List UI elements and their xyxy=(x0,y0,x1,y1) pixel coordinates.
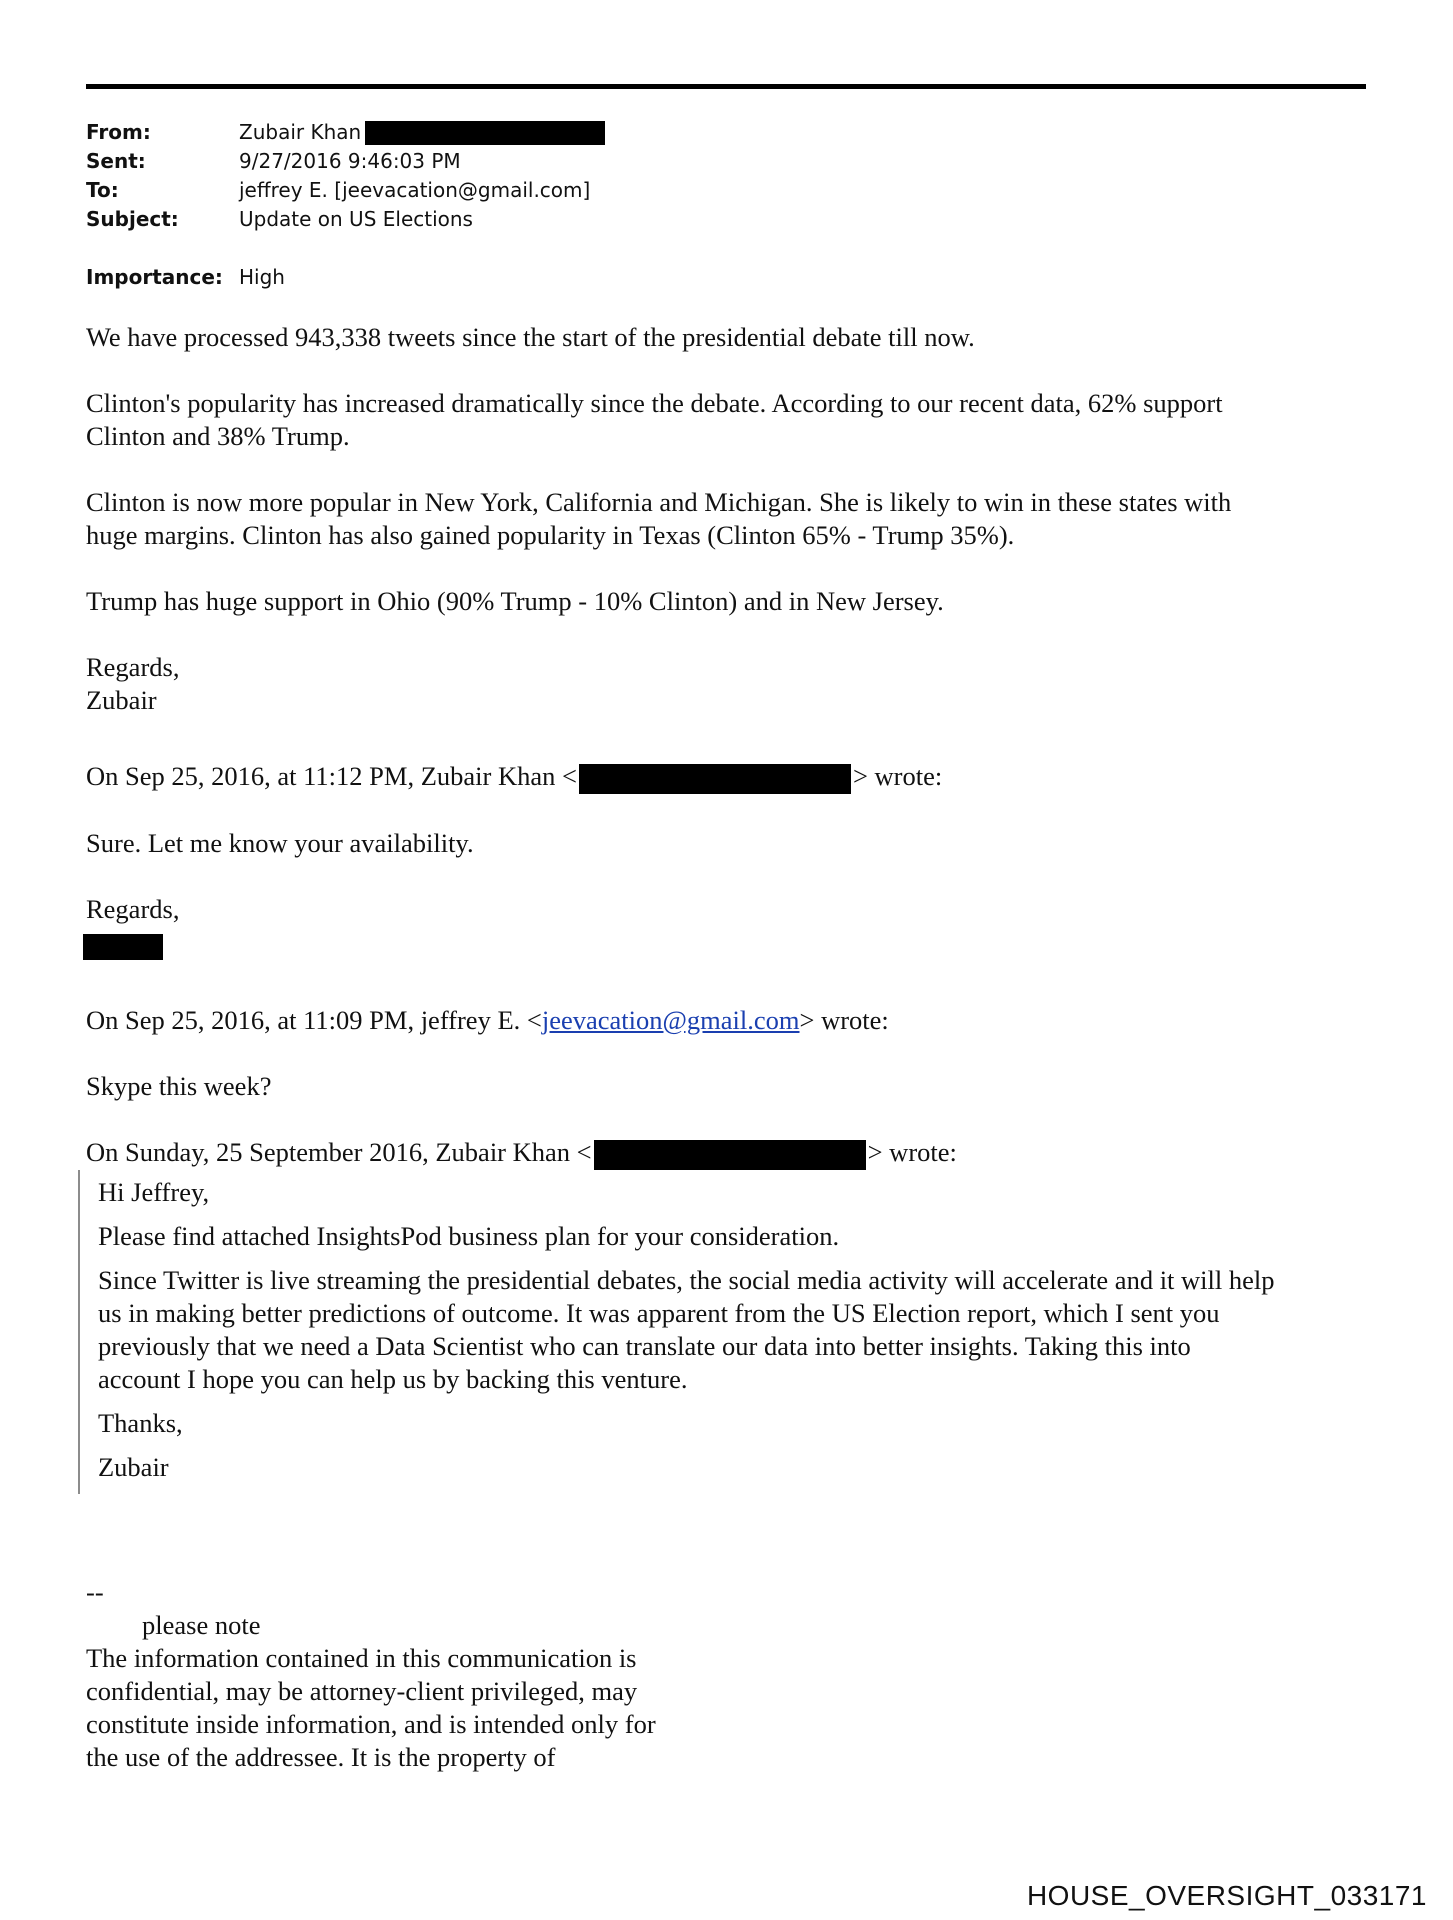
quote-line: account I hope you can help us by backing this venture. xyxy=(98,1363,688,1394)
signature: Zubair xyxy=(86,685,157,715)
message-line: Clinton and 38% Trump. xyxy=(86,421,350,451)
redaction-box xyxy=(579,764,851,794)
reply-attribution xyxy=(86,760,1376,794)
importance-label: Importance: xyxy=(86,265,223,289)
email-header xyxy=(86,118,605,292)
quote-line: us in making better predictions of outcome. It was apparent from the US Election report, which I sent you xyxy=(98,1297,1220,1328)
message-paragraph: Trump has huge support in Ohio (90% Trump - 10% Clinton) and in New Jersey. xyxy=(86,586,944,616)
subject-label: Subject: xyxy=(86,207,179,231)
subject-value: Update on US Elections xyxy=(239,207,473,231)
from-value: Zubair Khan xyxy=(239,120,362,144)
email-body xyxy=(86,321,1376,1774)
message-paragraph: We have processed 943,338 tweets since the start of the presidential debate till now. xyxy=(86,322,975,352)
redaction-box xyxy=(594,1140,866,1170)
sent-value: 9/27/2016 9:46:03 PM xyxy=(239,149,461,173)
attribution-suffix: > wrote: xyxy=(867,1136,957,1167)
from-row xyxy=(86,118,605,147)
reply-text: Sure. Let me know your availability. xyxy=(86,827,474,858)
disclaimer-line: the use of the addressee. It is the property of xyxy=(86,1741,556,1772)
disclaimer-line: The information contained in this communication is xyxy=(86,1642,637,1673)
disclaimer-line: constitute inside information, and is intended only for xyxy=(86,1708,656,1739)
message-line: huge margins. Clinton has also gained popularity in Texas (Clinton 65% - Trump 35%). xyxy=(86,520,1015,550)
document-id: HOUSE_OVERSIGHT_033171 xyxy=(1026,1880,1427,1911)
quote-greeting: Hi Jeffrey, xyxy=(98,1176,210,1207)
disclaimer-line: confidential, may be attorney-client privileged, may xyxy=(86,1675,638,1706)
to-label: To: xyxy=(86,178,119,202)
quoted-message xyxy=(78,1170,1376,1494)
redaction-box xyxy=(365,121,605,145)
subject-row xyxy=(86,205,605,234)
reply-attribution xyxy=(86,1136,1376,1170)
quote-paragraph: Please find attached InsightsPod business plan for your consideration. xyxy=(98,1220,840,1251)
attribution-prefix: On Sunday, 25 September 2016, Zubair Khan < xyxy=(86,1136,592,1167)
attribution-prefix: On Sep 25, 2016, at 11:12 PM, Zubair Khan < xyxy=(86,761,577,791)
message-paragraph xyxy=(86,387,1376,453)
redaction-box xyxy=(83,934,163,960)
top-rule xyxy=(86,84,1366,89)
quote-line: Since Twitter is live streaming the presidential debates, the social media activity will accelerate and it will help xyxy=(98,1264,1275,1295)
sent-label: Sent: xyxy=(86,149,146,173)
message-line: Clinton is now more popular in New York, California and Michigan. She is likely to win in these states with xyxy=(86,487,1232,517)
sent-row xyxy=(86,147,605,176)
attribution-suffix: > wrote: xyxy=(799,1004,889,1035)
quote-thanks: Thanks, xyxy=(98,1407,183,1438)
from-label: From: xyxy=(86,120,151,144)
to-row xyxy=(86,176,605,205)
attribution-prefix: On Sep 25, 2016, at 11:09 PM, jeffrey E. < xyxy=(86,1004,542,1035)
to-value: jeffrey E. [jeevacation@gmail.com] xyxy=(239,178,591,202)
attribution-suffix: > wrote: xyxy=(852,761,943,791)
message-paragraph xyxy=(86,486,1376,552)
email-link[interactable]: jeevacation@gmail.com xyxy=(541,1004,800,1035)
quote-line: previously that we need a Data Scientist who can translate our data into better insights. Taking this into xyxy=(98,1330,1191,1361)
importance-value: High xyxy=(239,265,285,289)
importance-row xyxy=(86,263,605,292)
closing: Regards, xyxy=(86,893,180,924)
message-line: Clinton's popularity has increased dramatically since the debate. According to our recent data, 62% support xyxy=(86,388,1223,418)
quote-signature: Zubair xyxy=(98,1451,169,1482)
quote-paragraph xyxy=(98,1264,1376,1396)
reply-attribution xyxy=(86,1004,1376,1037)
disclaimer-note: please note xyxy=(142,1609,261,1640)
reply-text: Skype this week? xyxy=(86,1070,272,1101)
disclaimer-dashes: -- xyxy=(86,1576,104,1607)
closing: Regards, xyxy=(86,652,180,682)
